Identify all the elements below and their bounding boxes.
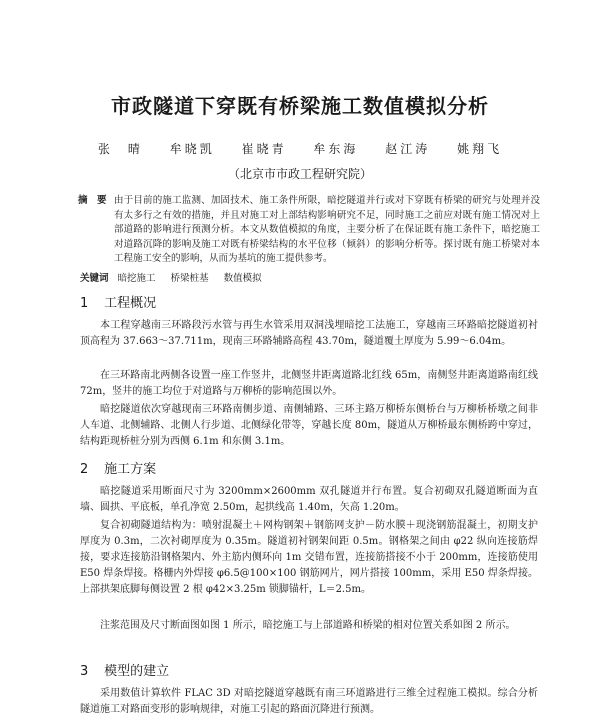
section-number: 3	[80, 664, 89, 679]
author-name: 赵江涛	[385, 142, 431, 156]
author-name: 崔晓青	[241, 142, 287, 156]
section-title: 工程概况	[104, 296, 157, 311]
keywords	[80, 270, 540, 284]
body-paragraph: 在三环路南北两侧各设置一座工作竖井，北侧竖井距离道路北红线 65m，南侧竖井距离道路南红线 72m，竖井的施工均位于对道路与万柳桥的影响范围以外。	[80, 370, 538, 397]
body-paragraph: 暗挖隧道采用断面尺寸为 3200mm×2600mm 双孔隧道并行布置。复合初砌双孔隧道断面为直墙、圆拱、平底板，单孔净宽 2.50m，起拱线高 1.40m，矢高 1.20m。	[80, 486, 538, 513]
keyword: 暗挖施工	[117, 273, 156, 284]
paper-title: 市政隧道下穿既有桥梁施工数值模拟分析	[111, 94, 489, 118]
body-paragraph: 复合初砌隧道结构为：喷射混凝土＋网构钢架＋钢筋网支护－防水膜＋现浇钢筋混凝土，初期支护厚度为 0.3m，二次衬砌厚度为 0.35m。隧道初衬钢架间距 0.5m。钢格架之间由 φ22 纵向连接筋焊接，要求连接筋沿钢格架内、外主筋内侧环向 1m 交错布置，连接筋搭接不小于 200mm，连接筋使用 E50 焊条焊接。格栅内外焊接 φ6.5@100×100 钢筋网片，网片搭接 100mm，采用 E50 焊条焊接。上部拱架底脚每侧设置 2 根 φ42×3.25m 锁脚锚杆，L＝2.5m。	[80, 520, 538, 595]
author-name: 张 晴	[97, 142, 143, 156]
author-name: 姚翔飞	[457, 142, 503, 156]
section-title: 模型的建立	[104, 664, 170, 679]
section-heading	[80, 292, 156, 311]
body-paragraph: 暗挖隧道依次穿越现南三环路南侧步道、南侧辅路、三环主路万柳桥东侧桥台与万柳桥桥墩之间非人车道、北侧辅路、北侧人行步道、北侧绿化带等，穿越长度 80m，隧道从万柳桥最东侧桥跨中穿过，结构距现桥桩分别为西侧 6.1m 和东侧 3.1m。	[80, 404, 538, 447]
author-name: 牟晓凯	[169, 142, 215, 156]
abstract-label: 摘 要	[78, 195, 107, 206]
section-title: 施工方案	[104, 462, 157, 477]
keyword: 桥梁桩基	[170, 273, 209, 284]
affiliation: （北京市市政工程研究院）	[227, 167, 372, 181]
section-heading	[80, 660, 169, 679]
section-heading	[80, 458, 156, 477]
abstract	[80, 194, 540, 267]
keyword: 数值模拟	[223, 273, 262, 284]
author-name: 牟东海	[313, 142, 359, 156]
keywords-label: 关键词	[80, 273, 109, 284]
abstract-text: 由于目前的施工监测、加固技术、施工条件所限，暗挖隧道并行或对下穿既有桥梁的研究与处理并没有太多行之有效的措施，并且对施工对上部结构影响研究不足，同时施工之前应对既有施工情况对上部道路的影响进行预测分析。本文从数值模拟的角度，主要分析了在保证既有施工条件下，暗挖施工对道路沉降的影响及施工对既有桥梁结构的水平位移（倾斜）的影响分析等。探讨既有施工桥梁对本工程施工安全的影响，从而为基坑的施工提供参考。	[114, 195, 540, 264]
body-paragraph: 注浆范围及尺寸断面图如图 1 所示，暗挖施工与上部道路和桥梁的相对位置关系如图 2 所示。	[100, 620, 516, 631]
body-paragraph: 采用数值计算软件 FLAC 3D 对暗挖隧道穿越既有南三环道路进行三维全过程施工模拟。综合分析隧道施工对路面变形的影响规律，对施工引起的路面沉降进行预测。	[80, 688, 538, 715]
section-number: 1	[80, 296, 89, 311]
body-paragraph: 本工程穿越南三环路段污水管与再生水管采用双洞浅埋暗挖工法施工，穿越南三环路暗挖隧道初衬顶高程为 37.663～37.711m，现南三环路辅路高程 43.70m，隧道覆土厚度为 5.99～6.04m。	[80, 320, 538, 347]
section-number: 2	[80, 462, 89, 477]
author-list	[0, 140, 600, 157]
